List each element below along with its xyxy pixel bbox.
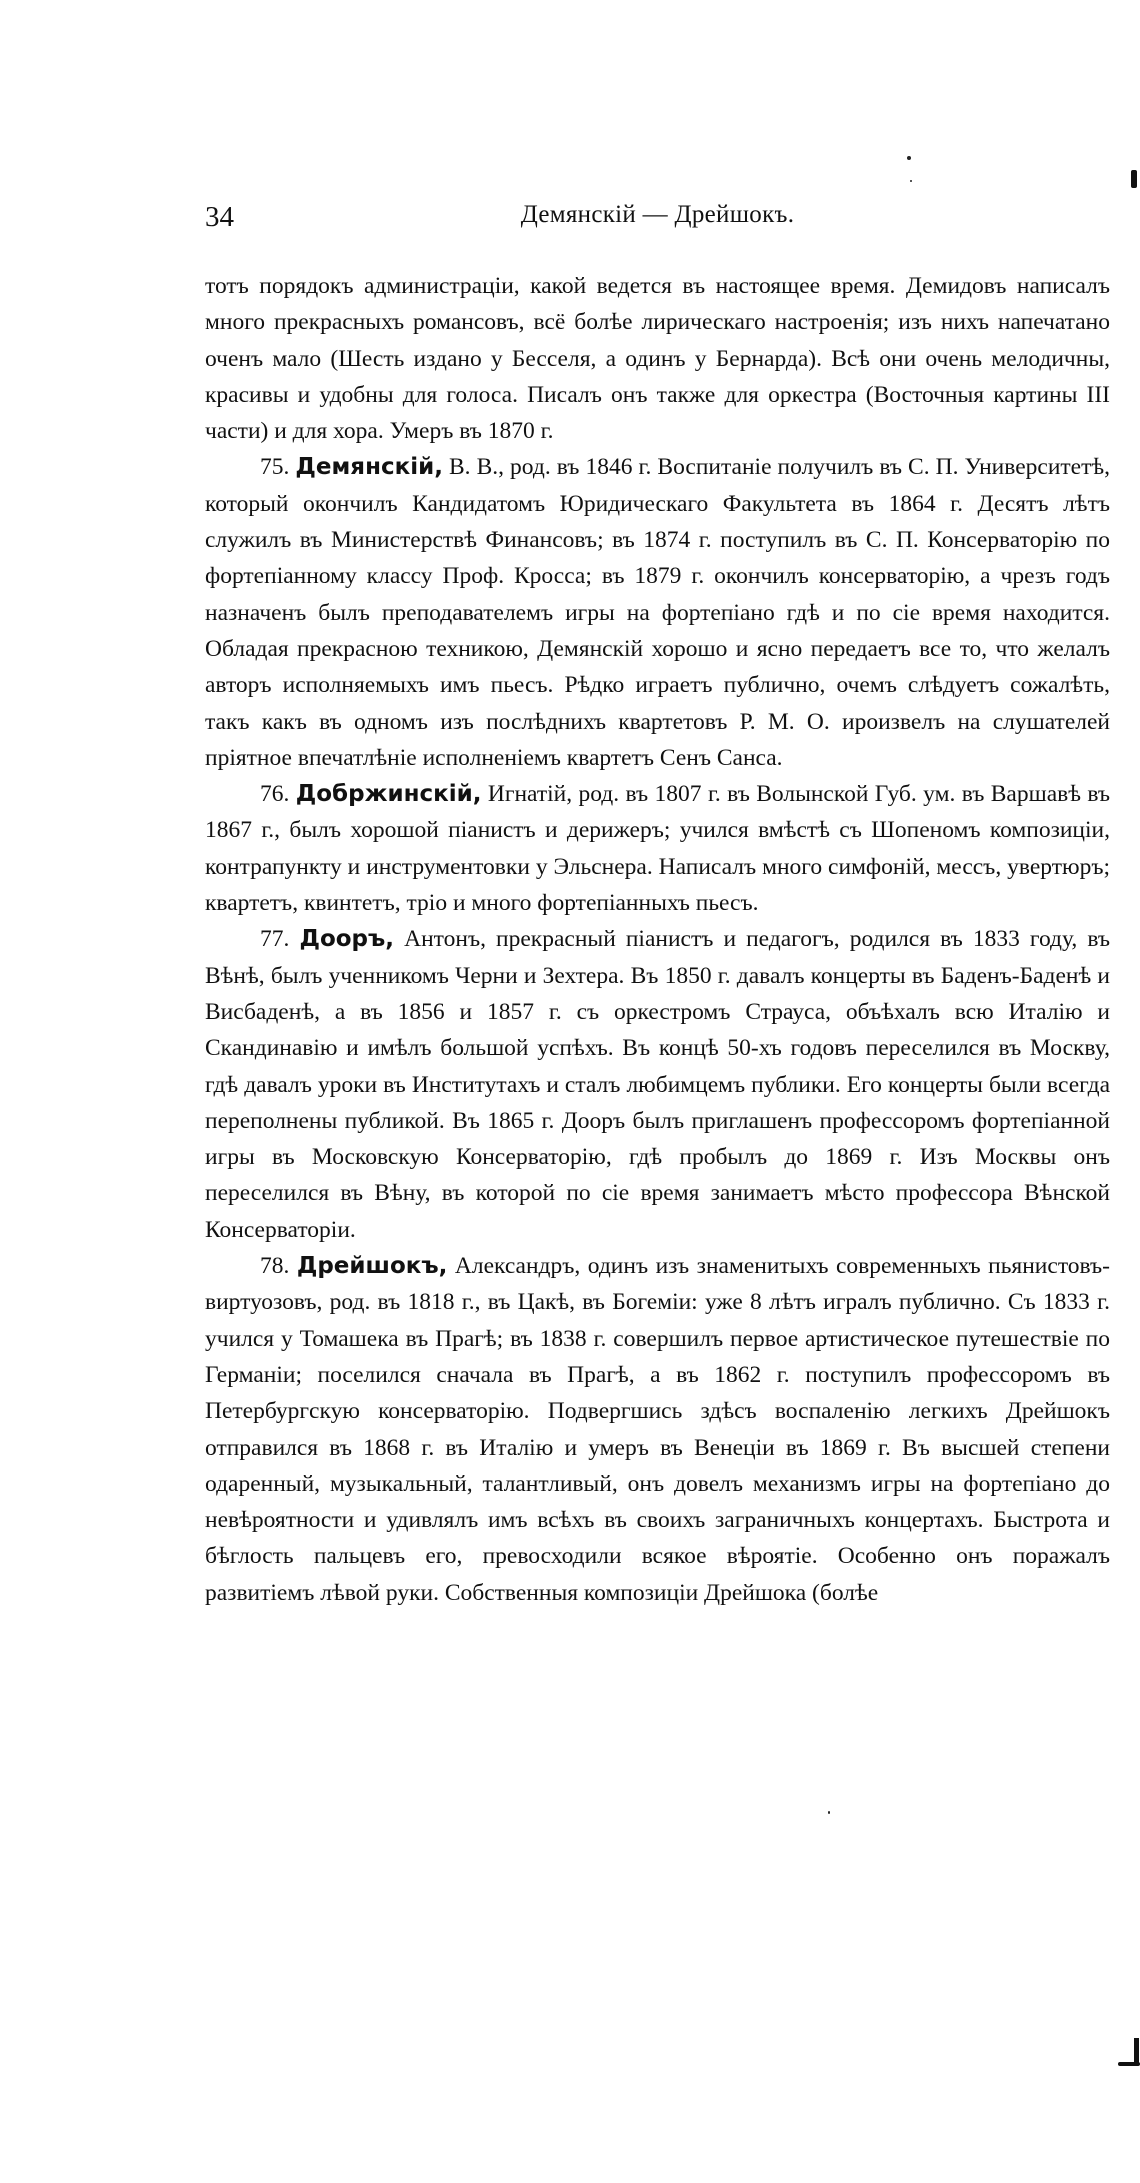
page-number: 34 — [205, 201, 234, 233]
entry-text: Александръ, одинъ изъ знаменитыхъ современныхъ пьянистовъ-виртуозовъ, род. въ 1818 г., въ Цакѣ, въ Богеміи: уже 8 лѣтъ игралъ публично. Съ 1833 г. учился у Томашека въ Прагѣ; въ 1838 г. совершилъ первое артистическое путешествіе по Германіи; поселился сначала въ Прагѣ, а въ 1862 г. поступилъ профессоромъ въ Петербургскую консерваторію. Подвергшись здѣсъ воспаленію легкихъ Дрейшокъ отправился въ 1868 г. въ Италію и умеръ въ Венеціи въ 1869 г. Въ высшей степени одаренный, музыкальный, талантливый, онъ довелъ механизмъ игры на фортепіано до невѣроятности и удивлялъ имъ всѣхъ въ своихъ заграничныхъ концертахъ. Быстрота и бѣглость пальцевъ его, превосходили всякое вѣроятіе. Особенно онъ поражалъ развитіемъ лѣвой руки. Собственныя композиціи Дрейшока (болѣе — [205, 1253, 1111, 1606]
entry-number: 77. — [260, 926, 290, 953]
entry-text: Игнатій, род. въ 1807 г. въ Волынской Губ. ум. въ Варшавѣ въ 1867 г., былъ хорошой піанистъ и дерижеръ; учился вмѣстѣ съ Шопеномъ композиціи, контрапункту и инструментовки у Эльснера. Написалъ много симфоній, мессъ, увертюръ; квартетъ, квинтетъ, тріо и много фортепіанныхъ пьесъ. — [205, 781, 1111, 917]
entry-name: Добржинскій, — [295, 781, 482, 808]
entry-name: Демянскій, — [295, 454, 443, 481]
entry-75 — [205, 449, 1110, 776]
entry-number: 76. — [260, 781, 290, 808]
intro-paragraph: тотъ порядокъ администраціи, какой ведется въ настоящее время. Демидовъ написалъ много прекрасныхъ романсовъ, всё болѣе лирическаго настроенія; изъ нихъ напечатано оченъ мало (Шесть издано у Бесселя, а одинъ у Бернарда). Всѣ они очень мелодичны, красивы и удобны для голоса. Писалъ онъ также для оркестра (Восточныя картины III части) и для хора. Умеръ въ 1870 г. — [205, 273, 1110, 445]
entry-76 — [205, 776, 1110, 921]
entry-name: Дрейшокъ, — [296, 1253, 448, 1280]
entry-text: В. В., род. въ 1846 г. Воспитаніе получилъ въ С. П. Университетѣ, который окончилъ Кандидатомъ Юридическаго Факультета въ 1864 г. Десятъ лѣтъ служилъ въ Министерствѣ Финансовъ; въ 1874 г. поступилъ въ С. П. Консерваторію по фортепіанному классу Проф. Кросса; въ 1879 г. окончилъ консерваторію, а чрезъ годъ назначенъ былъ преподавателемъ игры на фортепіано гдѣ и по сіе время находится. Обладая прекрасною техникою, Демянскій хорошо и ясно передаетъ все то, что желалъ авторъ исполняемыхъ имъ пьесъ. Рѣдко играетъ публично, очемъ слѣдуетъ сожалѣть, такъ какъ въ одномъ изъ послѣднихъ квартетовъ Р. М. О. ироизвелъ на слушателей пріятное впечатлѣніе исполненіемъ квартетъ Сенъ Санса. — [205, 454, 1111, 771]
scan-speck — [910, 180, 912, 182]
body-text — [205, 268, 1110, 1611]
entry-name: Дооръ, — [299, 926, 395, 953]
scan-speck — [907, 156, 911, 160]
scan-speck — [828, 1811, 830, 1814]
page-header — [205, 201, 1110, 241]
entry-78 — [205, 1248, 1110, 1611]
running-title: Демянскій — Дрейшокъ. — [520, 201, 795, 228]
entry-number: 78. — [260, 1253, 290, 1280]
scan-edge-mark — [1134, 2038, 1139, 2064]
scan-edge-mark — [1131, 170, 1137, 188]
entry-77 — [205, 921, 1110, 1248]
entry-text: Антонъ, прекрасный піанистъ и педагогъ, родился въ 1833 году, въ Вѣнѣ, былъ ученникомъ Черни и Зехтера. Въ 1850 г. давалъ концерты въ Баденъ-Баденѣ и Висбаденѣ, а въ 1856 и 1857 г. съ оркестромъ Страуса, объѣхалъ всю Италію и Скандинавію и имѣлъ большой успѣхъ. Въ концѣ 50-хъ годовъ переселился въ Москву, гдѣ давалъ уроки въ Институтахъ и сталъ любимцемъ публики. Его концерты были всегда переполнены публикой. Въ 1865 г. Дооръ былъ приглашенъ профессоромъ фортепіанной игры въ Московскую Консерваторію, гдѣ пробылъ до 1869 г. Изъ Москвы онъ переселился въ Вѣну, въ которой по сіе время занимаетъ мѣсто профессора Вѣнской Консерваторіи. — [205, 926, 1111, 1243]
entry-number: 75. — [260, 454, 290, 481]
